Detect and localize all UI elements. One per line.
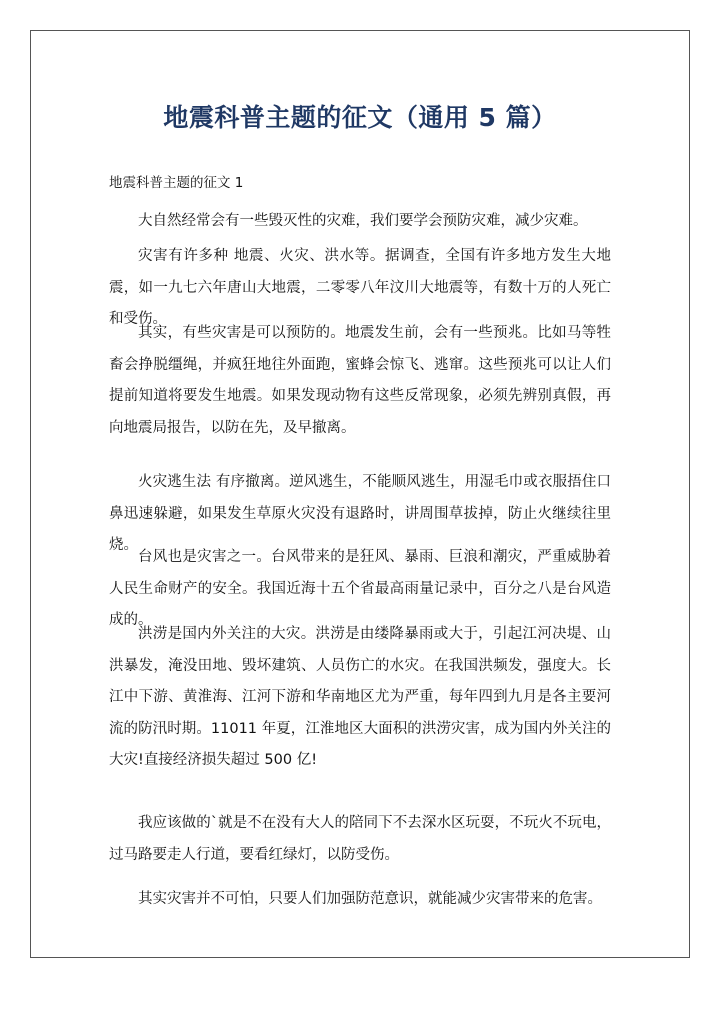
- paragraph-safety-habits: 我应该做的`就是不在没有大人的陪同下不去深水区玩耍，不玩火不玩电，过马路要走人行道，要看红绿灯，以防受伤。: [109, 815, 611, 863]
- paragraph-conclusion: 其实灾害并不可怕，只要人们加强防范意识，就能减少灾害带来的危害。: [138, 891, 602, 907]
- document-title: 地震科普主题的征文（通用 5 篇）: [163, 103, 557, 132]
- paragraph-intro: 大自然经常会有一些毁灭性的灾难，我们要学会预防灾难，减少灾难。: [138, 213, 588, 229]
- paragraph-earthquake-signs: 其实，有些灾害是可以预防的。地震发生前，会有一些预兆。比如马等牲畜会挣脱缰绳，并疯狂地往外面跑，蜜蜂会惊飞、逃窜。这些预兆可以让人们提前知道将要发生地震。如果发现动物有这些反常现象，必须先辨别真假，再向地震局报告，以防在先，及早撤离。: [109, 325, 611, 436]
- paragraph-disaster-types: 灾害有许多种 地震、火灾、洪水等。据调查，全国有许多地方发生大地震，如一九七六年唐山大地震，二零零八年汶川大地震等，有数十万的人死亡和受伤。: [109, 248, 611, 327]
- section-heading: 地震科普主题的征文 1: [109, 175, 244, 191]
- paragraph-flood: 洪涝是国内外关注的大灾。洪涝是由缕降暴雨或大于，引起江河决堤、山洪暴发，淹没田地、毁坏建筑、人员伤亡的水灾。在我国洪频发，强度大。长江中下游、黄淮海、江河下游和华南地区尤为严重，每年四到九月是各主要河流的防汛时期。11011 年夏，江淮地区大面积的洪涝灾害，成为国内外关注的大灾!直接经济损失超过 500 亿!: [109, 626, 611, 768]
- paragraph-typhoon: 台风也是灾害之一。台风带来的是狂风、暴雨、巨浪和潮灾，严重威胁着人民生命财产的安全。我国近海十五个省最高雨量记录中，百分之八是台风造成的。: [109, 549, 611, 628]
- paragraph-fire-escape: 火灾逃生法 有序撤离。逆风逃生，不能顺风逃生，用湿毛巾或衣服捂住口鼻迅速躲避，如果发生草原火灾没有退路时，讲周围草拔掉，防止火继续往里烧。: [109, 474, 611, 553]
